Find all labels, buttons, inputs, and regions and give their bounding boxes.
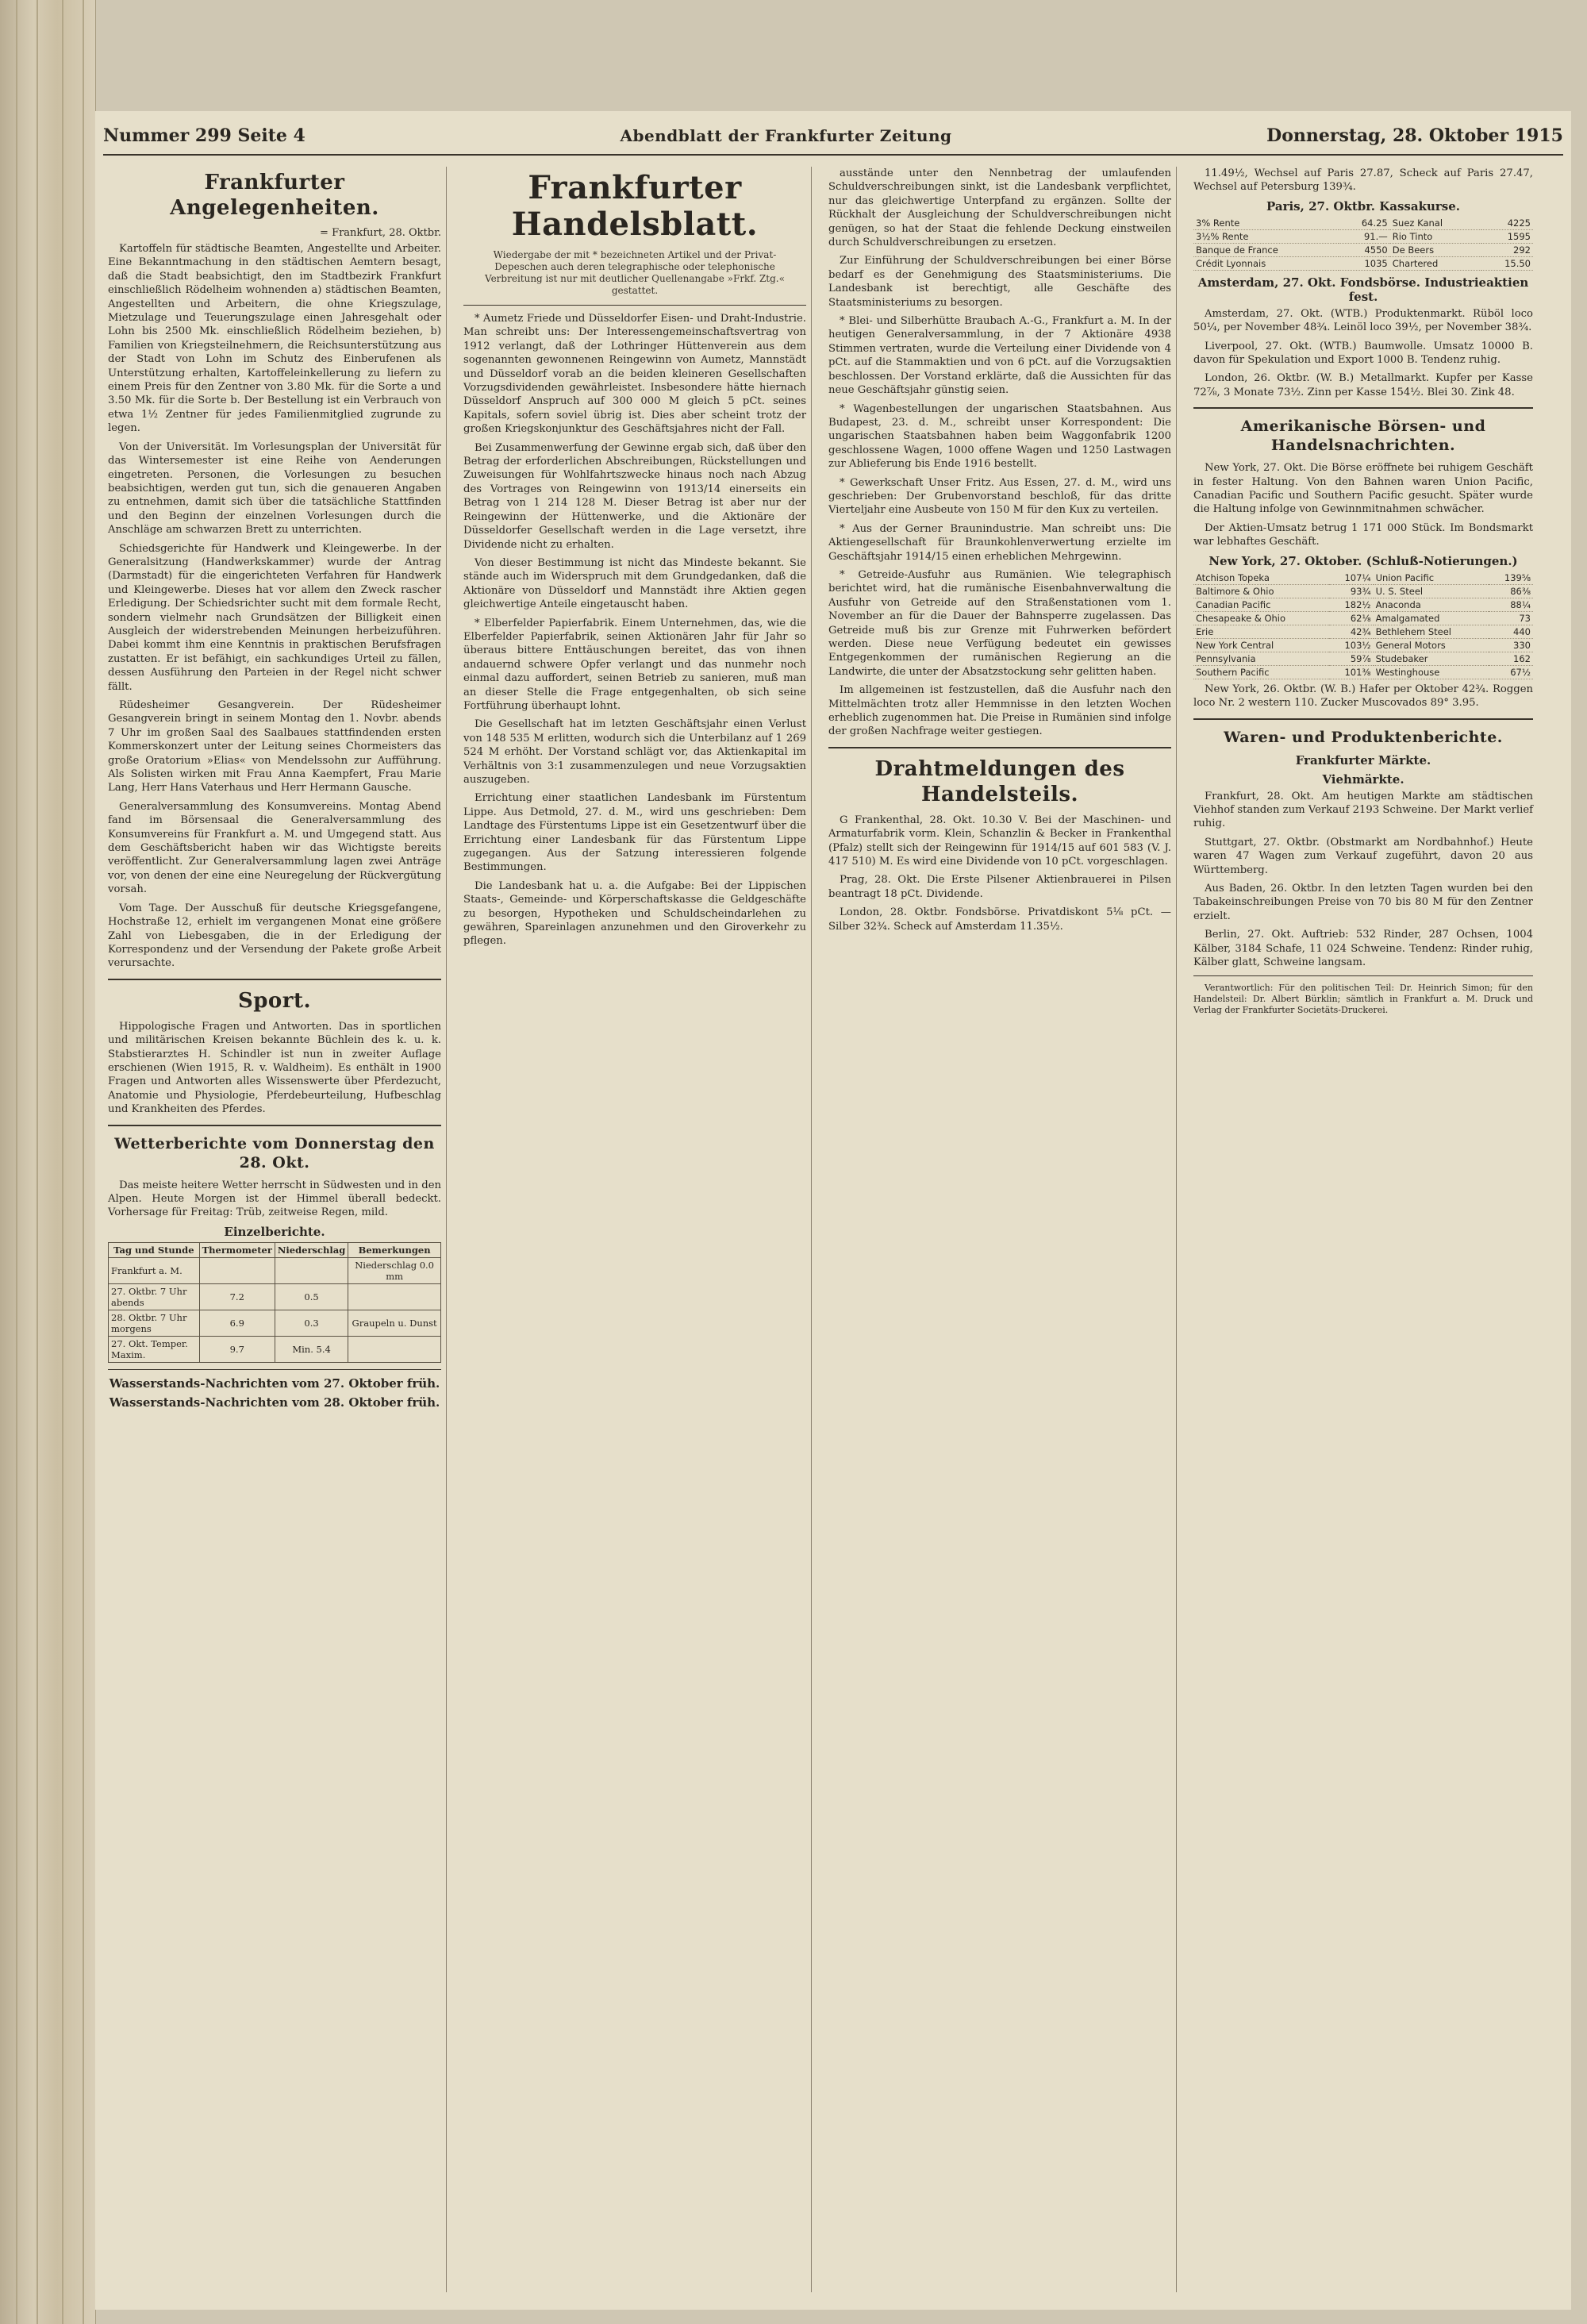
table-row <box>1193 256 1533 270</box>
article-paragraph: New York, 27. Okt. Die Börse eröffnete bei ruhigem Geschäft in fester Haltung. Von den Bahnen waren Union Pacific, Canadian Pacific und Southern Pacific gesucht. Später wurde die Haltung infolge von Gewinnmitnahmen schwächer. <box>1193 462 1533 516</box>
table-cell: Amalgamated <box>1374 611 1489 625</box>
table-cell: 27. Okt. Temper. Maxim. <box>109 1336 200 1362</box>
table-cell: 62⅛ <box>1329 611 1374 625</box>
table-cell: Union Pacific <box>1374 571 1489 585</box>
table-cell: 3½% Rente <box>1193 229 1339 243</box>
table-cell: 0.3 <box>275 1310 348 1336</box>
dateline: = Frankfurt, 28. Oktbr. <box>320 227 441 239</box>
article-paragraph: Im allgemeinen ist festzustellen, daß die Ausfuhr nach den Mittelmächten trotz aller Hemmnisse in den letzten Wochen erheblich zugenommen hat. Die Preise in Rumänien sind infolge der großen Nachfrage weiter gestiegen. <box>828 684 1171 738</box>
weather-header: Bemerkungen <box>348 1242 441 1257</box>
table-cell: Crédit Lyonnais <box>1193 256 1339 270</box>
section-title-handelsblatt: Frankfurter Handelsblatt. <box>511 169 759 243</box>
article-paragraph: Rüdesheimer Gesangverein. Der Rüdesheimer Gesangverein bringt in seinem Montag den 1. Novbr. abends 7 Uhr im großen Saal des Saalbaues stattfindenden ersten Kommerskonzert unter der Leitung seines Chormeisters das große Oratorium »Elias« von Mendelssohn zur Aufführung. Als Solisten wirken mit Frau Anna Kaempfert, Frau Marie Lang, Herr Hans Vaterhaus und Herr Hermann Gausche. <box>108 699 441 795</box>
table-cell: 64.25 <box>1339 217 1390 230</box>
article-paragraph: New York, 26. Oktbr. (W. B.) Hafer per Oktober 42¾. Roggen loco Nr. 2 western 110. Zucker Muscovados 89° 3.95. <box>1193 683 1533 710</box>
article-paragraph: Frankfurt, 28. Okt. Am heutigen Markte am städtischen Viehhof standen zum Verkauf 2193 Schweine. Der Markt verlief ruhig. <box>1193 790 1534 830</box>
article-paragraph: * Aus der Gerner Braunindustrie. Man schreibt uns: Die Aktiengesellschaft für Braunkohlenverwertung erzielte im Geschäftsjahr 1914/15 einen erheblichen Mehrgewinn. <box>828 522 1171 563</box>
table-cell: 67½ <box>1489 665 1533 679</box>
table-cell: 1035 <box>1339 256 1390 270</box>
table-cell: 4225 <box>1481 217 1533 230</box>
table-row <box>1193 229 1533 243</box>
table-cell: 7.2 <box>199 1283 275 1310</box>
article-paragraph: Vom Tage. Der Ausschuß für deutsche Kriegsgefangene, Hochstraße 12, erhielt im vergangenen Monat eine größere Zahl von Liebesgaben, die in der Erledigung der Korrespondenz und der Versendung der Pakete große Arbeit verursachte. <box>108 902 441 970</box>
divider <box>463 305 806 306</box>
table-cell: De Beers <box>1390 243 1481 256</box>
water-level-title: Wasserstands-Nachrichten vom 27. Oktober früh. <box>109 1376 440 1391</box>
section-title-wire: Drahtmeldungen des Handelsteils. <box>874 756 1125 806</box>
masthead-date: Donnerstag, 28. Oktober 1915 <box>1266 125 1563 146</box>
table-row <box>109 1336 441 1362</box>
table-row <box>1193 243 1533 256</box>
article-paragraph: Generalversammlung des Konsumvereins. Montag Abend fand im Börsensaal die Generalversammlung des Konsumvereins für Frankfurt a. M. und Umgegend statt. Aus dem Geschäftsbericht haben wir das Wichtigste bereits veröffentlicht. Zur Generalversammlung lagen zwei Anträge vor, von denen der eine eine Neuregelung der Rückvergütung vorsah. <box>108 800 441 896</box>
article-paragraph: Hippologische Fragen und Antworten. Das in sportlichen und militärischen Kreisen bekannte Büchlein des k. u. k. Stabstierarztes H. Schindler ist nun in zweiter Auflage erschienen (Wien 1915, R. v. Waldheim). Es enthält in 1900 Fragen und Antworten alles Wissenswerte über Pferdezucht, Anatomie und Physiologie, Pferdebeurteilung, Hufbeschlag und Krankheiten des Pferdes. <box>108 1020 441 1116</box>
table-cell: 330 <box>1489 638 1533 652</box>
water-level-title: Wasserstands-Nachrichten vom 28. Oktober früh. <box>109 1395 440 1410</box>
table-row <box>1193 217 1533 230</box>
weather-text: Das meiste heitere Wetter herrscht in Südwesten und in den Alpen. Heute Morgen ist der Himmel überall bedeckt. Vorhersage für Freitag: Trüb, zeitweise Regen, mild. <box>108 1179 441 1219</box>
article-paragraph: * Gewerkschaft Unser Fritz. Aus Essen, 27. d. M., wird uns geschrieben: Der Grubenvorstand beschloß, für das dritte Vierteljahr eine Ausbeute von 150 M für den Kux zu verteilen. <box>828 476 1171 517</box>
divider <box>1193 718 1533 720</box>
table-cell: 88¼ <box>1489 598 1533 611</box>
table-cell: Graupeln u. Dunst <box>348 1310 441 1336</box>
table-cell: New York Central <box>1193 638 1329 652</box>
table-cell: 4550 <box>1339 243 1390 256</box>
table-cell: Atchison Topeka <box>1193 571 1329 585</box>
article-paragraph: Stuttgart, 27. Oktbr. (Obstmarkt am Nordbahnhof.) Heute waren 47 Wagen zum Verkauf zugeführt, davon 20 aus Württemberg. <box>1193 836 1533 876</box>
table-cell: 292 <box>1481 243 1533 256</box>
table-cell: 162 <box>1489 652 1533 665</box>
weather-table <box>108 1242 441 1363</box>
table-cell: Pennsylvania <box>1193 652 1329 665</box>
article-paragraph: Bei Zusammenwerfung der Gewinne ergab sich, daß über den Betrag der erforderlichen Abschreibungen, Rückstellungen und Zuweisungen für Wohlfahrtszwecke hinaus noch nach Abzug des Vortrages von Reingewinn von 1913/14 einerseits ein Betrag von 1 214 128 M. Dieser Betrag ist aber nur der Reingewinn der Hüttenwerke, und die Aktionäre der Düsseldorfer Gesellschaft werden in die Lage versetzt, ihre Dividende nicht zu erhalten. <box>463 441 806 551</box>
section-title-sport: Sport. <box>237 988 312 1013</box>
article-paragraph: London, 28. Oktbr. Fondsbörse. Privatdiskont 5⅛ pCt. — Silber 32¾. Scheck auf Amsterdam 11.35½. <box>828 906 1171 933</box>
divider <box>108 1369 441 1370</box>
table-cell: 103½ <box>1329 638 1374 652</box>
masthead <box>103 117 1563 156</box>
table-cell: Banque de France <box>1193 243 1339 256</box>
table-cell: 440 <box>1489 625 1533 638</box>
table-cell: Canadian Pacific <box>1193 598 1329 611</box>
table-cell: Westinghouse <box>1374 665 1489 679</box>
cattle-title: Viehmärkte. <box>1322 771 1404 787</box>
table-cell: 9.7 <box>199 1336 275 1362</box>
article-paragraph: * Getreide-Ausfuhr aus Rumänien. Wie telegraphisch berichtet wird, hat die rumänische Eisenbahnverwaltung die Ausfuhr von Getreide auf den Straßenstationen vom 1. November an für die Dauer der Bahnsperre zugelassen. Das Getreide muß bis zur Grenze mit Fuhrwerken befördert werden. Diese neue Verfügung bedeutet ein gewisses Entgegenkommen der rumänischen Regierung an die Landwirte, die unter der Absatzstockung sehr gelitten haben. <box>828 568 1171 678</box>
article-paragraph: Liverpool, 27. Okt. (WTB.) Baumwolle. Umsatz 10000 B. davon für Spekulation und Export 1000 B. Tendenz ruhig. <box>1193 340 1533 367</box>
table-row <box>1193 571 1533 585</box>
imprint: Verantwortlich: Für den politischen Teil: Dr. Heinrich Simon; für den Handelsteil: Dr. Albert Bürklin; sämtlich in Frankfurt a. M. Druck und Verlag der Frankfurter Societäts-Druckerei. <box>1193 983 1533 1016</box>
article-paragraph: 11.49½, Wechsel auf Paris 27.87, Scheck auf Paris 27.47, Wechsel auf Petersburg 139¾. <box>1193 167 1533 194</box>
table-cell <box>275 1257 348 1283</box>
divider <box>108 979 441 980</box>
section-title-local: Frankfurter Angelegenheiten. <box>170 171 379 220</box>
table-cell: Bethlehem Steel <box>1374 625 1489 638</box>
table-row <box>1193 665 1533 679</box>
article-paragraph: Die Landesbank hat u. a. die Aufgabe: Bei der Lippischen Staats-, Gemeinde- und Körperschaftskasse die Geldgeschäfte zu besorgen, Hypotheken und Schuldscheindarlehen zu gewähren, Spareinlagen anzunehmen und den Giroverkehr zu pflegen. <box>463 879 806 948</box>
table-row <box>1193 598 1533 611</box>
column-markets <box>1189 167 1538 2292</box>
article-paragraph: Die Gesellschaft hat im letzten Geschäftsjahr einen Verlust von 148 535 M erlitten, wodurch sich die Unterbilanz auf 1 269 524 M erhöht. Der Vorstand schlägt vor, das Aktienkapital im Verhältnis von 3:1 zusammenzulegen und neue Vorzugsaktien auszugeben. <box>463 718 806 786</box>
reprint-notice: Wiedergabe der mit * bezeichneten Artikel und der Privat-Depeschen auch deren telegraphische oder telephonische Verbreitung ist nur mit deutlicher Quellenangabe »Frkf. Ztg.« gestattet. <box>485 249 785 296</box>
table-cell: 1595 <box>1481 229 1533 243</box>
article-paragraph: G Frankenthal, 28. Okt. 10.30 V. Bei der Maschinen- und Armaturfabrik vorm. Klein, Schanzlin & Becker in Frankenthal (Pfalz) stellt sich der Reingewinn für 1914/15 auf 601 583 (V. J. 417 510) M. Es wird eine Dividende von 10 pCt. vorgeschlagen. <box>828 814 1171 868</box>
masthead-title: Abendblatt der Frankfurter Zeitung <box>620 126 952 145</box>
table-row <box>1193 611 1533 625</box>
table-cell: U. S. Steel <box>1374 584 1489 598</box>
divider <box>108 1125 441 1126</box>
table-row <box>1193 638 1533 652</box>
weather-header: Thermometer <box>199 1242 275 1257</box>
table-cell: Southern Pacific <box>1193 665 1329 679</box>
article-paragraph: * Wagenbestellungen der ungarischen Staatsbahnen. Aus Budapest, 23. d. M., schreibt unser Korrespondent: Die ungarischen Staatsbahnen haben beim Waggonfabrik 1200 geschlossene Wagen, 1000 offene Wagen und 1250 Lastwagen zur Ablieferung bis Ende 1916 bestellt. <box>828 402 1171 471</box>
column-trade-continued <box>824 167 1177 2292</box>
table-cell: 59⅞ <box>1329 652 1374 665</box>
table-cell <box>348 1283 441 1310</box>
table-cell: Niederschlag 0.0 mm <box>348 1257 441 1283</box>
article-paragraph: * Aumetz Friede und Düsseldorfer Eisen- und Draht-Industrie. Man schreibt uns: Der Interessengemeinschaftsvertrag von 1912 verlangt, daß der Lothringer Hüttenverein aus dem sogenannten gewonnenen Reingewinn von Aumetz, Mannstädt und Düsseldorf vorab an die beiden kleineren Gesellschaften Vorzugsdividenden gewährleistet. Insbesondere hätte hiernach Düsseldorf Anspruch auf 300 000 M gleich 5 pCt. seines Kapitals, sofern soviel übrig ist. Dies aber scheint trotz der großen Kriegskonjunktur des Geschäftsjahres nicht der Fall. <box>463 313 806 436</box>
divider <box>1193 975 1533 976</box>
table-cell: 6.9 <box>199 1310 275 1336</box>
table-cell: 27. Oktbr. 7 Uhr abends <box>109 1283 200 1310</box>
divider <box>828 747 1171 748</box>
table-row <box>1193 652 1533 665</box>
table-cell: 86⅜ <box>1489 584 1533 598</box>
table-cell: 3% Rente <box>1193 217 1339 230</box>
article-paragraph: Von der Universität. Im Vorlesungsplan der Universität für das Wintersemester ist eine Reihe von Aenderungen eingetreten. Personen, die Vorlesungen zu besuchen beabsichtigen, werden gut tun, sich die genaueren Angaben zu entnehmen, damit sich über die tatsächliche Stattfinden und den Beginn der einzelnen Vorlesungen durch die Anschläge am schwarzen Brett zu unterrichten. <box>108 441 441 537</box>
article-paragraph: Aus Baden, 26. Oktbr. In den letzten Tagen wurden bei den Tabakeinschreibungen Preise von 70 bis 80 M für den Zentner erzielt. <box>1193 882 1533 922</box>
weather-table-title: Einzelberichte. <box>224 1224 325 1239</box>
table-cell: Rio Tinto <box>1390 229 1481 243</box>
table-cell: Erie <box>1193 625 1329 638</box>
table-cell <box>348 1336 441 1362</box>
article-paragraph: Der Aktien-Umsatz betrug 1 171 000 Stück. Im Bondsmarkt war lebhaftes Geschäft. <box>1193 521 1533 548</box>
section-title-american: Amerikanische Börsen- und Handelsnachrichten. <box>1240 417 1486 455</box>
ny-quotes-table <box>1193 571 1533 679</box>
article-paragraph: London, 26. Oktbr. (W. B.) Metallmarkt. Kupfer per Kasse 72⅞, 3 Monate 73½. Zinn per Kasse 154½. Blei 30. Zink 48. <box>1193 372 1533 398</box>
table-cell: 15.50 <box>1481 256 1533 270</box>
table-row <box>109 1310 441 1336</box>
paris-quotes-table <box>1193 217 1533 271</box>
table-cell: 91.— <box>1339 229 1390 243</box>
weather-header: Tag und Stunde <box>109 1242 200 1257</box>
article-paragraph: * Blei- und Silberhütte Braubach A.-G., Frankfurt a. M. In der heutigen Generalversammlung, in der 7 Aktionäre 4938 Stimmen vertraten, wurde die Verteilung einer Dividende von 4 pCt. auf die Stammaktien und von 6 pCt. auf die Vorzugsaktien beschlossen. Der Vorstand erklärte, daß die Aussichten für das neue Geschäftsjahr günstig seien. <box>828 315 1171 397</box>
table-cell: Chesapeake & Ohio <box>1193 611 1329 625</box>
table-cell: 42¾ <box>1329 625 1374 638</box>
article-paragraph: Schiedsgerichte für Handwerk und Kleingewerbe. In der Generalsitzung (Handwerkskammer) wurde der Antrag (Darmstadt) für die eingerichteten Verfahren für Handwerk und Kleingewerbe. Dieses hat vor allem den Zweck rascher Erledigung. Der Schiedsrichter sucht mit dem formale Recht, sondern vielmehr nach Grundsätzen der Billigkeit einen Ausgleich der widerstrebenden Meinungen herbeizuführen. Dabei kommt ihm eine Kenntnis in praktischen Berufsfragen zustatten. Er ist befähigt, ein sachkundiges Urteil zu fällen, dessen Ausführung den Parteien in der Regel nicht schwer fällt. <box>108 542 441 693</box>
column-trade-paper <box>459 167 812 2292</box>
weather-header: Niederschlag <box>275 1242 348 1257</box>
table-cell: General Motors <box>1374 638 1489 652</box>
article-paragraph: Zur Einführung der Schuldverschreibungen bei einer Börse bedarf es der Genehmigung des Staatsministeriums. Die Landesbank ist berechtigt, alle Geschäfte des Staatsministeriums zu besorgen. <box>828 255 1171 309</box>
table-cell: Anaconda <box>1374 598 1489 611</box>
table-row <box>109 1283 441 1310</box>
column-local-news <box>103 167 447 2292</box>
section-title-goods: Waren- und Produktenberichte. <box>1224 728 1503 746</box>
table-cell: Chartered <box>1390 256 1481 270</box>
table-cell: Frankfurt a. M. <box>109 1257 200 1283</box>
table-cell: 73 <box>1489 611 1533 625</box>
table-row <box>109 1257 441 1283</box>
table-cell: 28. Oktbr. 7 Uhr morgens <box>109 1310 200 1336</box>
table-cell: 139⅝ <box>1489 571 1533 585</box>
article-paragraph: Prag, 28. Okt. Die Erste Pilsener Aktienbrauerei in Pilsen beantragt 18 pCt. Dividende. <box>828 874 1171 900</box>
divider <box>1193 407 1533 409</box>
table-cell: Baltimore & Ohio <box>1193 584 1329 598</box>
table-cell: Studebaker <box>1374 652 1489 665</box>
masthead-issue: Nummer 299 Seite 4 <box>103 125 305 146</box>
markets-title: Frankfurter Märkte. <box>1295 752 1431 768</box>
article-paragraph: ausstände unter den Nennbetrag der umlaufenden Schuldverschreibungen sinkt, ist die Landesbank verpflichtet, nur das gleichwertige Unterpfand zu ergänzen. Sollte der Rückhalt der Ausgleichung der Schuldverschreibungen nicht genügen, so hat der Staat die fehlende Deckung einstweilen durch Schuldverschreibungen zu ersetzen. <box>828 167 1171 249</box>
book-binding <box>0 0 96 2324</box>
table-row <box>1193 625 1533 638</box>
table-cell: 182½ <box>1329 598 1374 611</box>
article-paragraph: Errichtung einer staatlichen Landesbank im Fürstentum Lippe. Aus Detmold, 27. d. M., wird uns geschrieben: Dem Landtage des Fürstentums Lippe ist ein Gesetzentwurf über die Errichtung einer Landesbank für das Fürstentum Lippe zugegangen. Aus der Satzung interessieren folgende Bestimmungen. <box>463 792 806 874</box>
table-cell: 0.5 <box>275 1283 348 1310</box>
amsterdam-title: Amsterdam, 27. Okt. Fondsbörse. Industrieaktien fest. <box>1197 275 1529 304</box>
table-cell: Suez Kanal <box>1390 217 1481 230</box>
paris-title: Paris, 27. Oktbr. Kassakurse. <box>1266 198 1461 214</box>
article-paragraph: Kartoffeln für städtische Beamten, Angestellte und Arbeiter. Eine Bekanntmachung in den städtischen Aemtern besagt, daß die Stadt beabsichtigt, den im Stadtbezirk Frankfurt einschließlich Rödelheim wohnenden a) städtischen Beamten, Angestellten und Arbeitern, die ohne Kriegszulage, Mietzulage und Teuerungszulage einen Jahresgehalt oder Lohn bis 2500 Mk. einschließlich Rödelheim beziehen, b) Familien von Kriegsteilnehmern, die Reichsunterstützung aus der Stadt von Lohn im Schutz des Einberufenen als Unterstützung erhalten, Kartoffeleinkellerung zu liefern zu einem Preis für den Zentner von 3.80 Mk. für die Sorte a und 3.50 Mk. für die Sorte b. Der Bestellung ist ein Verbrauch von etwa 1½ Zentner für jedes Familienmitglied zugrunde zu legen. <box>108 243 441 435</box>
article-paragraph: Von dieser Bestimmung ist nicht das Mindeste bekannt. Sie stände auch im Widerspruch mit dem Grundgedanken, daß die Aktionäre von Düsseldorf und Mannstädt ihre Aktien gegen gleichwertige Anteile eingetauscht haben. <box>463 556 806 611</box>
ny-quotes-title: New York, 27. Oktober. (Schluß-Notierungen.) <box>1209 553 1518 568</box>
article-paragraph: * Elberfelder Papierfabrik. Einem Unternehmen, das, wie die Elberfelder Papierfabrik, seinen Aktionären Jahr für Jahr so überaus bittere Enttäuschungen bereitet, das von ihnen andauernd schwere Opfer verlangt und das nunmehr noch einmal dazu auffordert, seinen Betrieb zu sanieren, muß man an dieser Stelle die Frage entgegenhalten, ob sich seine Fortführung überhaupt lohnt. <box>463 617 806 712</box>
table-cell: Min. 5.4 <box>275 1336 348 1362</box>
weather-title: Wetterberichte vom Donnerstag den 28. Okt. <box>114 1134 435 1172</box>
article-paragraph: Berlin, 27. Okt. Auftrieb: 532 Rinder, 287 Ochsen, 1004 Kälber, 3184 Schafe, 11 024 Schweine. Tendenz: Rinder ruhig, Kälber glatt, Schweine langsam. <box>1193 929 1533 968</box>
table-cell: 93¾ <box>1329 584 1374 598</box>
table-row <box>1193 584 1533 598</box>
table-cell: 107¼ <box>1329 571 1374 585</box>
table-cell <box>199 1257 275 1283</box>
table-cell: 101⅜ <box>1329 665 1374 679</box>
article-paragraph: Amsterdam, 27. Okt. (WTB.) Produktenmarkt. Rüböl loco 50¼, per November 48¾. Leinöl loco 39½, per November 38¾. <box>1193 307 1533 334</box>
